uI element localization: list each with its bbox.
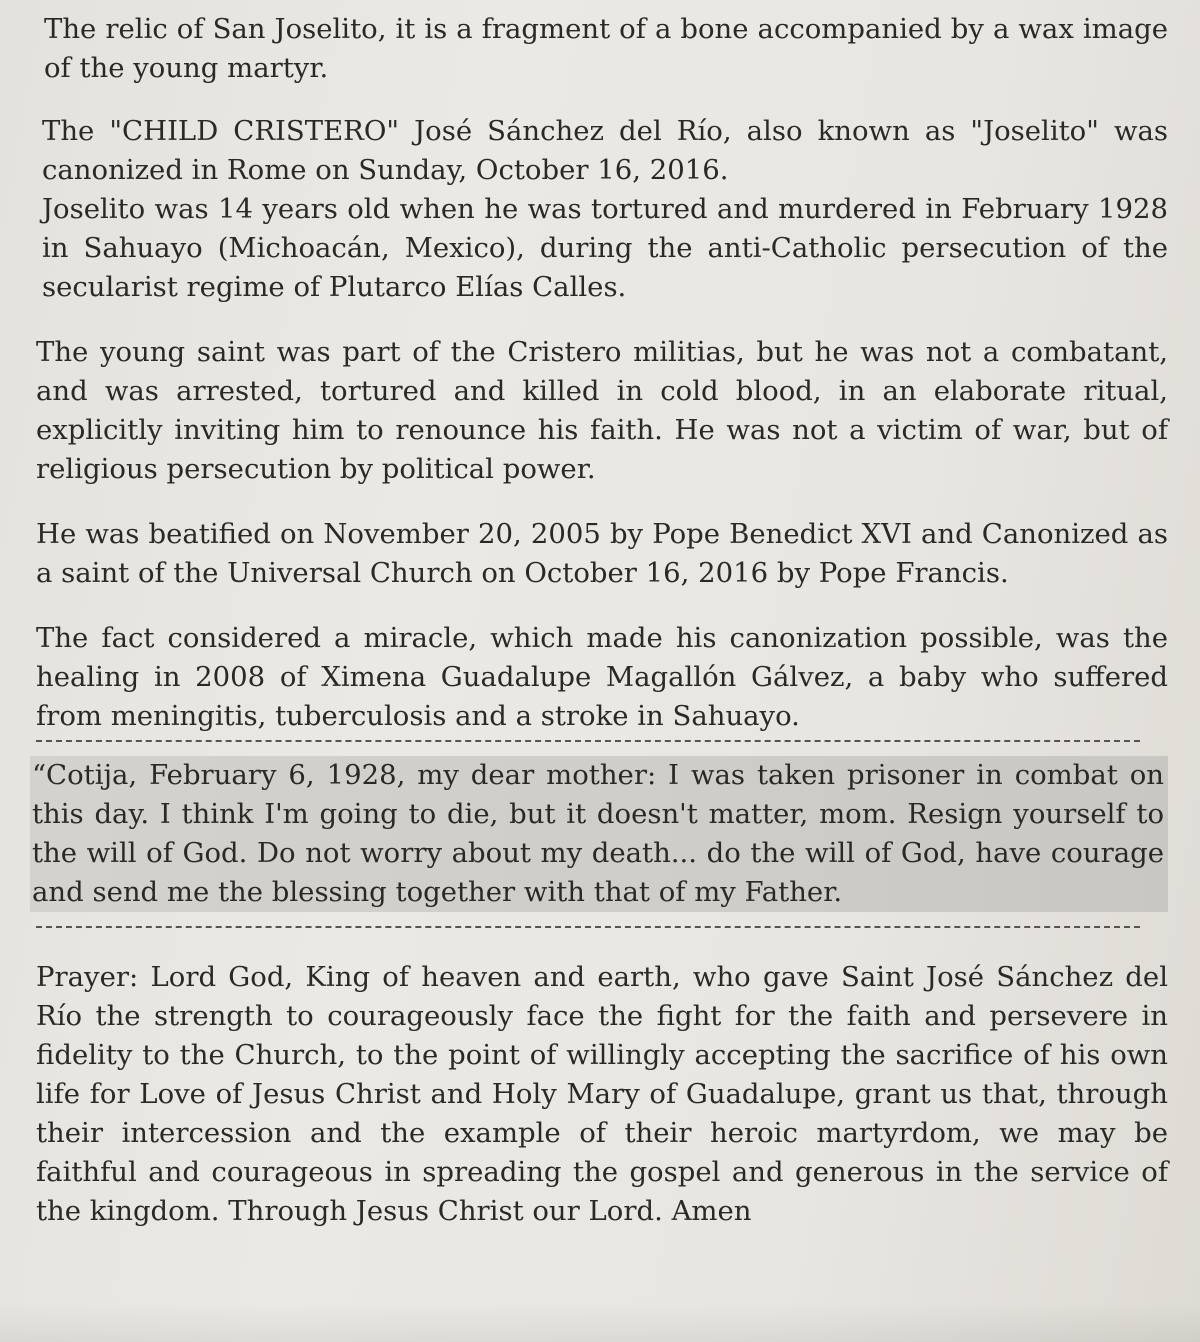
prayer-paragraph: Prayer: Lord God, King of heaven and earth, who gave Saint José Sánchez del Río the strength to courageously face the fight for the faith and persevere in fidelity to the Church, to the point of willingly accepting the sacrifice of his own life for Love of Jesus Christ and Holy Mary of Guadalupe, grant us that, through their intercession and the example of their heroic martyrdom, we may be faithful and courageous in spreading the gospel and generous in the service of the kingdom. Through Jesus Christ our Lord. Amen <box>36 961 1168 1227</box>
letter-quote: “Cotija, February 6, 1928, my dear mother: I was taken prisoner in combat on this day. I think I'm going to die, but it doesn't matter, mom. Resign yourself to the will of God. Do not worry about my death... do the will of God, have courage and send me the blessing together with that of my Father. <box>30 756 1168 912</box>
dashed-divider-bottom <box>36 926 1140 928</box>
paragraph-miracle: The fact considered a miracle, which made his canonization possible, was the healing in 2008 of Ximena Guadalupe Magallón Gálvez, a baby who suffered from meningitis, tuberculosis and a stroke in Sahuayo. <box>36 622 1168 732</box>
paragraph-tortured: Joselito was 14 years old when he was tortured and murdered in February 1928 in Sahuayo (Michoacán, Mexico), during the anti-Catholic persecution of the secularist regime of Plutarco Elías Calles. <box>42 193 1168 303</box>
paragraph-relic: The relic of San Joselito, it is a fragment of a bone accompanied by a wax image of the young martyr. <box>44 13 1168 84</box>
dashed-divider-top <box>36 740 1140 742</box>
document-body <box>32 10 1168 1257</box>
paragraph-canonized: The "CHILD CRISTERO" José Sánchez del Río, also known as "Joselito" was canonized in Rome on Sunday, October 16, 2016. <box>42 115 1168 186</box>
paragraph-militias: The young saint was part of the Cristero militias, but he was not a combatant, and was arrested, tortured and killed in cold blood, in an elaborate ritual, explicitly inviting him to renounce his faith. He was not a victim of war, but of religious persecution by political power. <box>36 336 1168 485</box>
paragraph-beatified: He was beatified on November 20, 2005 by Pope Benedict XVI and Canonized as a saint of the Universal Church on October 16, 2016 by Pope Francis. <box>36 518 1168 589</box>
